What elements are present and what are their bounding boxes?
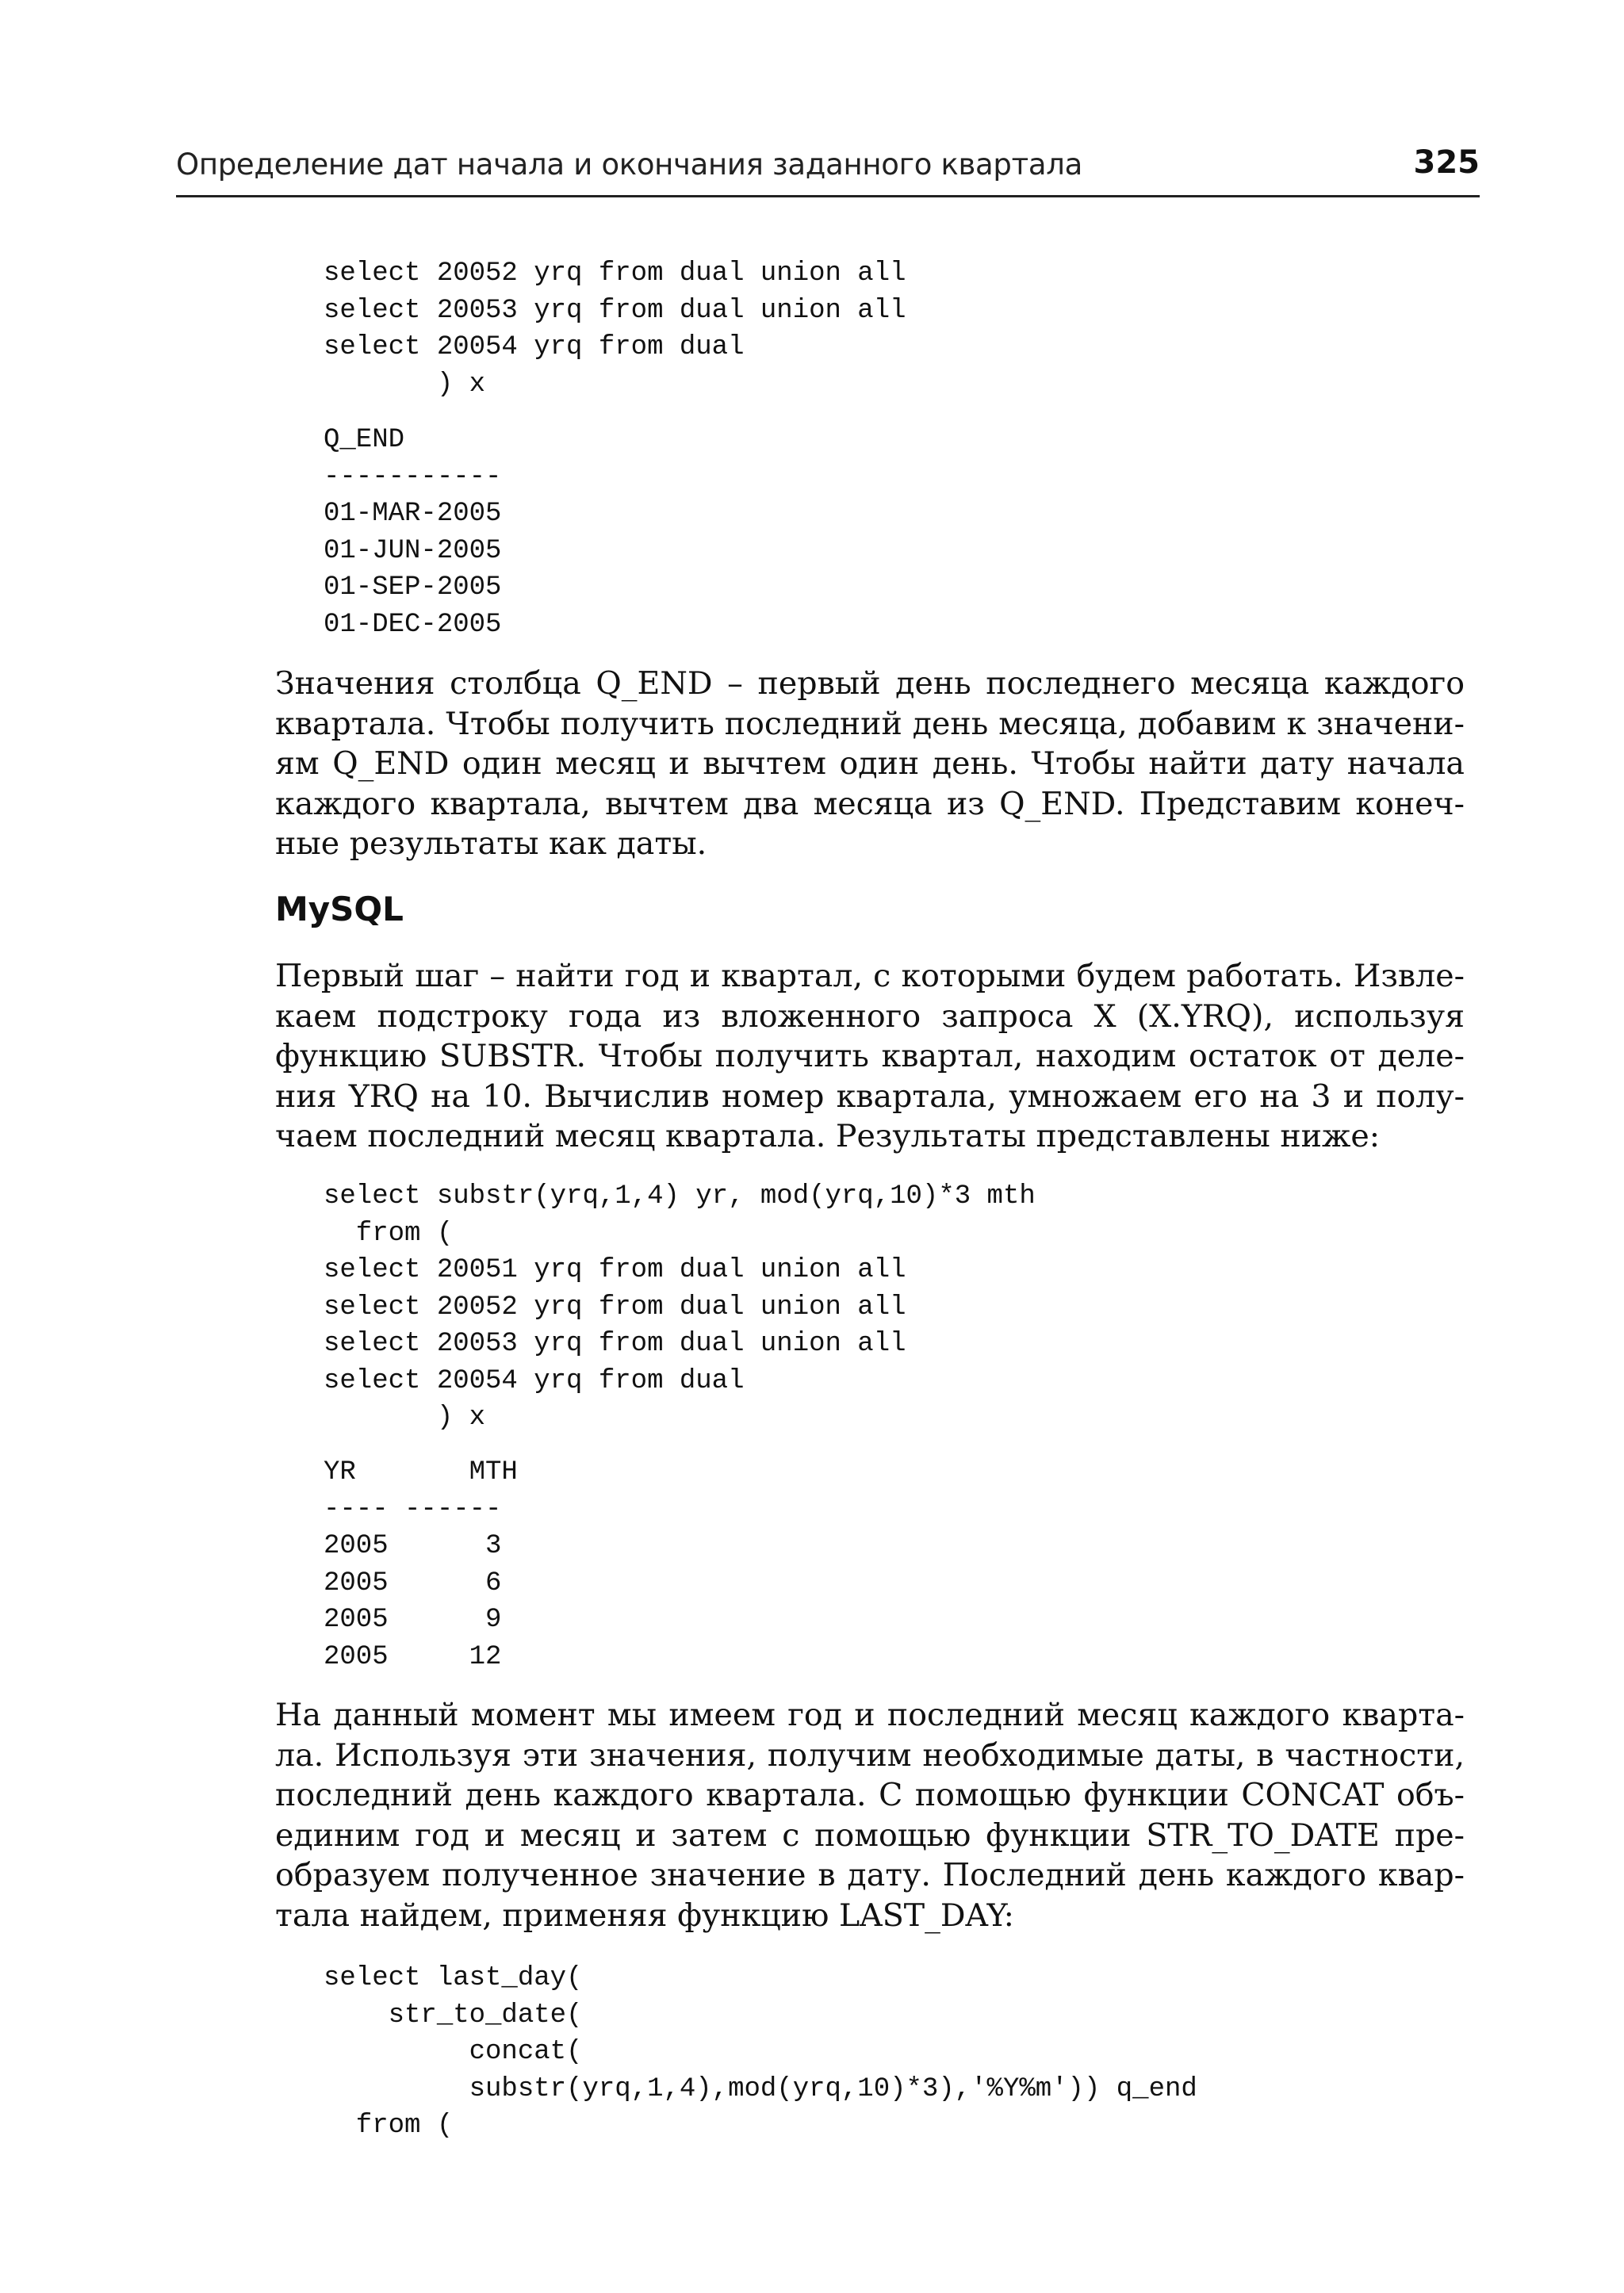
running-header [176,144,1480,197]
paragraph-q-end-explanation: Значения столбца Q_END – первый день последнего месяца каждого квартала. Чтобы получить последний день месяца, добавим к значениям Q_END один месяц и вычтем один день. Чтобы найти дату начала каждого квартала, вычтем два месяца из Q_END. Представим конечные результаты как даты. [275,665,1465,862]
paragraph-mysql-step2: На данный момент мы имеем год и последний месяц каждого квартала. Используя эти значения, получим необходимые даты, в частности, последний день каждого квартала. С помощью функции CONCAT объединим год и месяц и затем с помощью функции STR_TO_DATE преобразуем полученное значение в дату. Последний день каждого квартала найдем, применяя функцию LAST_DAY: [275,1697,1465,1934]
code-block-result-yr-mth: YR MTH ---- ------ 2005 3 2005 6 2005 9 2005 12 [324,1457,518,1672]
page-number: 325 [1413,144,1480,181]
code-block-query-tail: select 20052 yrq from dual union all select 20053 yrq from dual union all select 20054 yrq from dual ) x [324,258,906,400]
section-heading-mysql: MySQL [275,890,404,928]
code-block-result-q-end: Q_END ----------- 01-MAR-2005 01-JUN-2005 01-SEP-2005 01-DEC-2005 [324,425,502,640]
paragraph-mysql-step1: Первый шаг – найти год и квартал, с которыми будем работать. Извлекаем подстроку года из вложенного запроса X (X.YRQ), используя функцию SUBSTR. Чтобы получить квартал, находим остаток от деления YRQ на 10. Вычислив номер квартала, умножаем его на 3 и получаем последний месяц квартала. Результаты представлены ниже: [275,958,1465,1154]
code-block-last-day-query: select last_day( str_to_date( concat( substr(yrq,1,4),mod(yrq,10)*3),'%Y%m')) q_end from ( [324,1963,1197,2141]
running-title: Определение дат начала и окончания заданного квартала [176,147,1082,182]
code-block-substr-query: select substr(yrq,1,4) yr, mod(yrq,10)*3 mth from ( select 20051 yrq from dual union all select 20052 yrq from dual union all select 20053 yrq from dual union all select 20054 yrq from dual ) x [324,1181,1036,1433]
